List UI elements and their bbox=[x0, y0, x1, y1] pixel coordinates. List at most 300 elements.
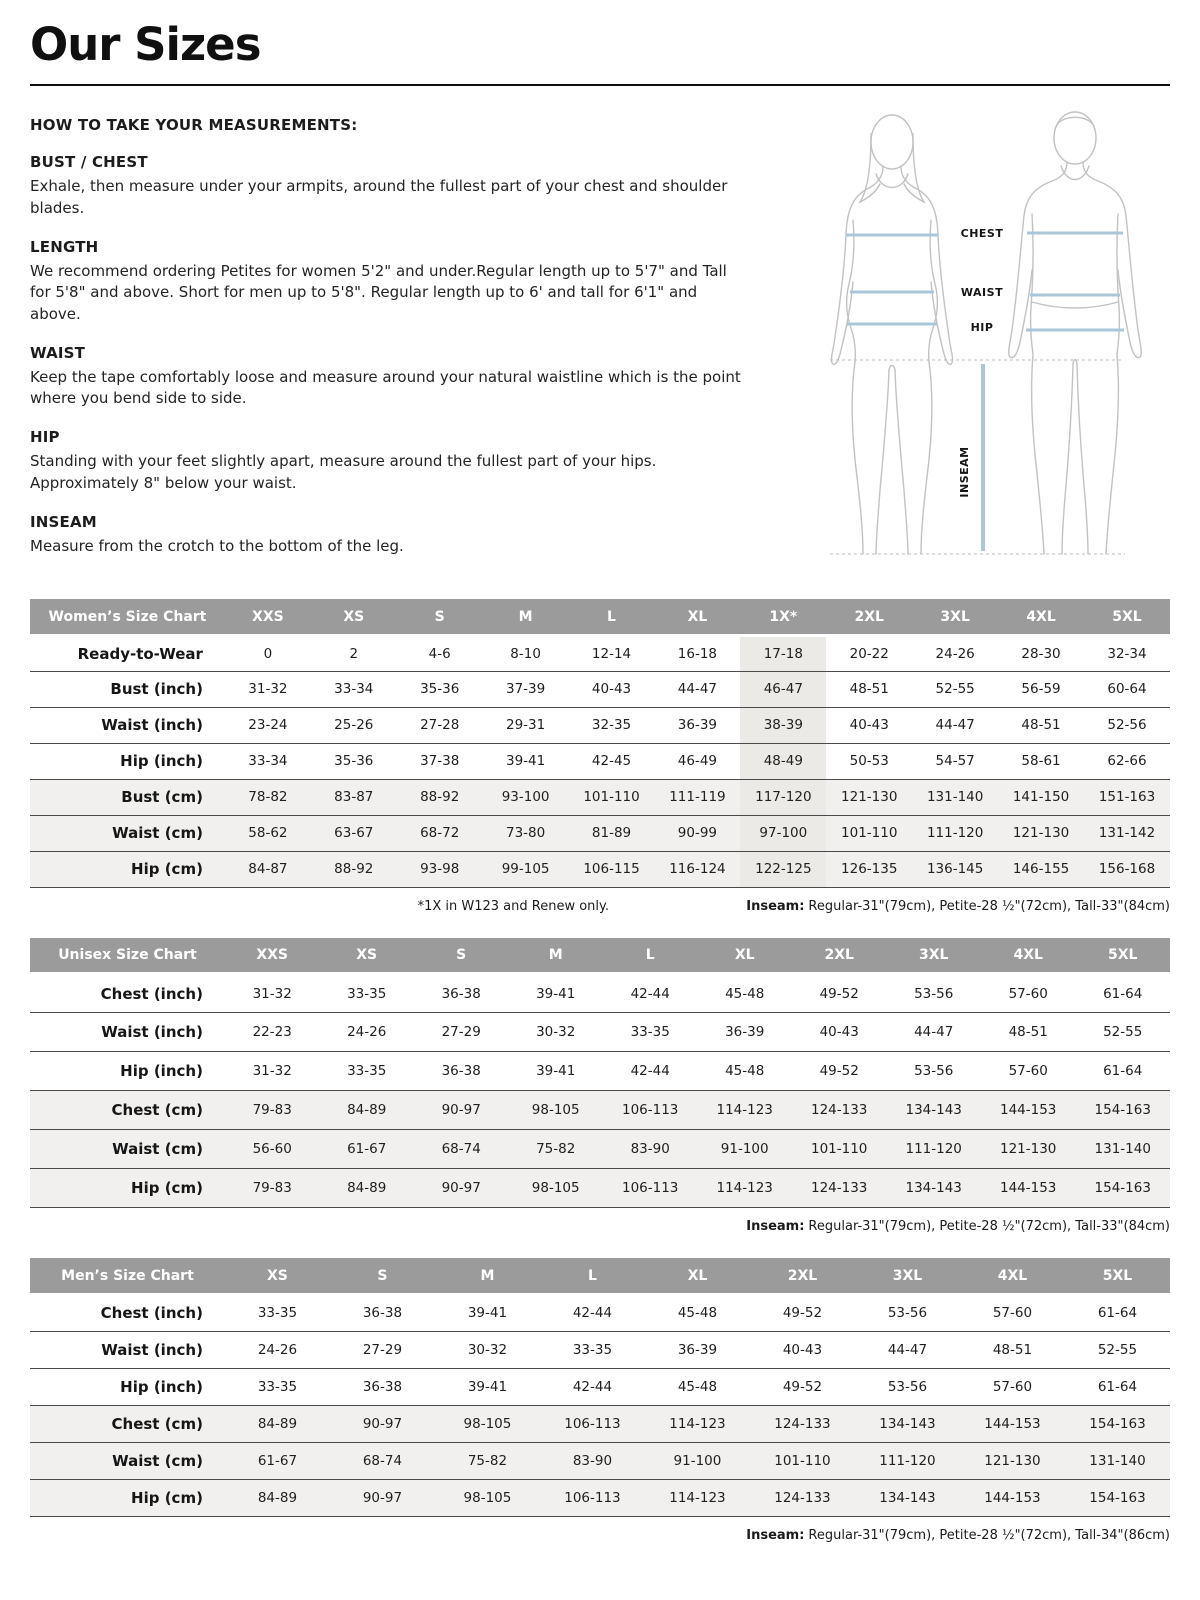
size-cell: 73-80 bbox=[505, 825, 546, 842]
size-cell: 84-87 bbox=[248, 861, 288, 878]
section-hip bbox=[30, 428, 750, 494]
size-cell: 45-48 bbox=[677, 1305, 718, 1322]
size-cell: 101-110 bbox=[774, 1452, 831, 1469]
size-cell: 156-168 bbox=[1098, 861, 1156, 878]
size-cell: 53-56 bbox=[914, 985, 954, 1002]
size-cell: 33-34 bbox=[248, 753, 288, 770]
size-cell: 33-35 bbox=[630, 1024, 670, 1041]
size-cell: 32-35 bbox=[591, 717, 632, 734]
size-cell: 57-60 bbox=[992, 1305, 1033, 1322]
male-figure-outline bbox=[1009, 112, 1142, 554]
size-cell: 49-52 bbox=[819, 985, 859, 1002]
table-header-row bbox=[30, 938, 1170, 974]
size-cell: 121-130 bbox=[999, 1141, 1057, 1158]
size-cell: 58-62 bbox=[248, 825, 288, 842]
size-cell: 12-14 bbox=[591, 645, 632, 662]
size-cell: 56-59 bbox=[1021, 681, 1061, 698]
column-header: 3XL bbox=[886, 938, 981, 974]
size-cell: 4-6 bbox=[428, 645, 451, 662]
size-cell: 37-39 bbox=[505, 681, 546, 698]
row-label: Bust (cm) bbox=[121, 788, 203, 807]
inseam-footnote-text: Regular-31"(79cm), Petite-28 ½"(72cm), Tall-34"(86cm) bbox=[808, 1527, 1170, 1543]
section-heading: HIP bbox=[30, 428, 60, 447]
size-cell: 84-89 bbox=[347, 1102, 387, 1119]
size-cell: 134-143 bbox=[879, 1489, 936, 1506]
size-cell: 88-92 bbox=[420, 789, 460, 806]
size-cell: 36-38 bbox=[441, 1063, 481, 1080]
size-cell: 27-28 bbox=[420, 717, 460, 734]
table-header-row bbox=[30, 599, 1170, 635]
size-cell: 131-142 bbox=[1098, 825, 1156, 842]
size-cell: 98-105 bbox=[463, 1489, 512, 1506]
size-cell: 48-51 bbox=[1021, 717, 1061, 734]
table-row bbox=[30, 1442, 1170, 1479]
size-cell: 116-124 bbox=[669, 861, 726, 878]
size-cell: 53-56 bbox=[914, 1063, 954, 1080]
size-cell: 93-100 bbox=[501, 789, 550, 806]
size-cell: 90-97 bbox=[362, 1489, 403, 1506]
section-heading: INSEAM bbox=[30, 513, 97, 532]
column-header: M bbox=[435, 1258, 540, 1294]
size-cell: 48-51 bbox=[849, 681, 889, 698]
column-header: 2XL bbox=[792, 938, 887, 974]
size-cell: 99-105 bbox=[501, 861, 550, 878]
size-cell: 79-83 bbox=[252, 1102, 292, 1119]
size-cell: 46-49 bbox=[677, 753, 718, 770]
size-cell: 52-55 bbox=[1103, 1024, 1143, 1041]
size-cell: 111-119 bbox=[669, 789, 726, 806]
chest-label: CHEST bbox=[960, 227, 1004, 241]
size-cell: 98-105 bbox=[463, 1415, 512, 1432]
size-cell: 36-39 bbox=[725, 1024, 765, 1041]
table-row bbox=[30, 707, 1170, 743]
size-cell: 61-64 bbox=[1097, 1378, 1138, 1395]
row-label: Chest (cm) bbox=[111, 1101, 203, 1120]
size-cell: 30-32 bbox=[467, 1341, 508, 1358]
size-cell: 40-43 bbox=[591, 681, 632, 698]
size-cell: 39-41 bbox=[536, 985, 576, 1002]
measurement-instructions bbox=[30, 96, 750, 557]
mens-size-table bbox=[30, 1258, 1170, 1517]
size-cell: 62-66 bbox=[1107, 753, 1147, 770]
size-cell: 68-74 bbox=[441, 1141, 481, 1158]
column-header: 1X* bbox=[740, 599, 826, 635]
size-cell: 37-38 bbox=[420, 753, 460, 770]
column-header: XL bbox=[697, 938, 792, 974]
section-bust-chest bbox=[30, 153, 750, 219]
row-label: Hip (cm) bbox=[131, 860, 203, 879]
row-label: Waist (cm) bbox=[112, 1451, 203, 1470]
size-cell: 93-98 bbox=[420, 861, 460, 878]
row-label: Bust (inch) bbox=[110, 680, 203, 699]
size-cell: 40-43 bbox=[819, 1024, 859, 1041]
size-cell: 36-38 bbox=[362, 1305, 403, 1322]
one-x-footnote: *1X in W123 and Renew only. bbox=[417, 898, 610, 914]
size-cell: 33-35 bbox=[347, 985, 387, 1002]
size-cell: 111-120 bbox=[926, 825, 984, 842]
size-cell: 40-43 bbox=[782, 1341, 823, 1358]
size-cell: 28-30 bbox=[1021, 645, 1061, 662]
table-row bbox=[30, 1130, 1170, 1169]
size-cell: 42-44 bbox=[630, 1063, 670, 1080]
column-header: L bbox=[603, 938, 698, 974]
table-row bbox=[30, 1368, 1170, 1405]
waist-label: WAIST bbox=[960, 286, 1004, 300]
size-cell: 88-92 bbox=[334, 861, 374, 878]
size-cell: 27-29 bbox=[362, 1341, 403, 1358]
size-cell: 35-36 bbox=[420, 681, 460, 698]
column-header: 4XL bbox=[960, 1258, 1065, 1294]
column-header: XS bbox=[319, 938, 414, 974]
size-chart-table bbox=[30, 599, 1170, 888]
size-chart-table bbox=[30, 938, 1170, 1209]
size-cell: 124-133 bbox=[810, 1180, 868, 1197]
size-cell: 117-120 bbox=[740, 779, 826, 815]
table-row bbox=[30, 1331, 1170, 1368]
size-cell: 22-23 bbox=[252, 1024, 292, 1041]
size-cell: 75-82 bbox=[467, 1452, 508, 1469]
size-cell: 31-32 bbox=[252, 1063, 292, 1080]
size-cell: 90-97 bbox=[362, 1415, 403, 1432]
size-cell: 84-89 bbox=[347, 1180, 387, 1197]
size-cell: 114-123 bbox=[716, 1102, 773, 1119]
size-cell: 33-35 bbox=[572, 1341, 613, 1358]
column-header: 2XL bbox=[826, 599, 912, 635]
size-cell: 144-153 bbox=[984, 1489, 1041, 1506]
table-row bbox=[30, 635, 1170, 671]
size-cell: 146-155 bbox=[1012, 861, 1070, 878]
size-cell: 29-31 bbox=[505, 717, 546, 734]
table-row bbox=[30, 743, 1170, 779]
column-header: 5XL bbox=[1075, 938, 1170, 974]
row-label: Hip (cm) bbox=[131, 1488, 203, 1507]
size-cell: 111-120 bbox=[879, 1452, 936, 1469]
row-label: Waist (inch) bbox=[101, 1340, 203, 1359]
column-header: M bbox=[483, 599, 569, 635]
size-cell: 134-143 bbox=[879, 1415, 936, 1432]
size-cell: 33-34 bbox=[334, 681, 374, 698]
column-header: 2XL bbox=[750, 1258, 855, 1294]
size-cell: 63-67 bbox=[334, 825, 374, 842]
size-cell: 124-133 bbox=[810, 1102, 868, 1119]
size-cell: 45-48 bbox=[725, 985, 765, 1002]
column-header: S bbox=[414, 938, 509, 974]
size-cell: 121-130 bbox=[841, 789, 898, 806]
size-cell: 91-100 bbox=[673, 1452, 722, 1469]
size-cell: 20-22 bbox=[849, 645, 889, 662]
size-cell: 46-47 bbox=[740, 671, 826, 707]
size-cell: 79-83 bbox=[252, 1180, 292, 1197]
size-cell: 49-52 bbox=[782, 1378, 823, 1395]
womens-size-table bbox=[30, 599, 1170, 888]
size-cell: 121-130 bbox=[984, 1452, 1041, 1469]
table-row bbox=[30, 974, 1170, 1013]
diagram-labels bbox=[958, 227, 1003, 498]
column-header: XL bbox=[645, 1258, 750, 1294]
size-cell: 121-130 bbox=[1012, 825, 1070, 842]
size-cell: 106-115 bbox=[583, 861, 640, 878]
size-cell: 101-110 bbox=[583, 789, 640, 806]
measurement-diagram bbox=[790, 102, 1170, 571]
size-cell: 97-100 bbox=[740, 815, 826, 851]
size-cell: 111-120 bbox=[905, 1141, 962, 1158]
size-cell: 131-140 bbox=[926, 789, 984, 806]
size-cell: 57-60 bbox=[992, 1378, 1033, 1395]
section-length bbox=[30, 238, 750, 325]
size-cell: 124-133 bbox=[774, 1415, 831, 1432]
inseam-footnote bbox=[746, 899, 1170, 914]
size-cell: 101-110 bbox=[841, 825, 898, 842]
size-cell: 101-110 bbox=[810, 1141, 868, 1158]
table-row bbox=[30, 1479, 1170, 1516]
size-cell: 49-52 bbox=[819, 1063, 859, 1080]
size-cell: 24-26 bbox=[935, 645, 975, 662]
size-cell: 44-47 bbox=[914, 1024, 954, 1041]
section-body: Exhale, then measure under your armpits, around the fullest part of your chest and shoulder blades. bbox=[30, 177, 728, 217]
section-body: Standing with your feet slightly apart, measure around the fullest part of your hips. Approximately 8" below your waist. bbox=[30, 452, 657, 492]
section-heading: LENGTH bbox=[30, 237, 99, 256]
size-cell: 48-51 bbox=[992, 1341, 1033, 1358]
row-label: Hip (inch) bbox=[120, 1062, 203, 1081]
size-cell: 35-36 bbox=[334, 753, 374, 770]
size-cell: 141-150 bbox=[1012, 789, 1070, 806]
female-figure-outline bbox=[831, 115, 952, 554]
table-row bbox=[30, 1091, 1170, 1130]
row-label: Waist (cm) bbox=[112, 1140, 203, 1159]
mens-table-footnotes bbox=[30, 1528, 1170, 1543]
size-cell: 57-60 bbox=[1008, 1063, 1048, 1080]
size-cell: 39-41 bbox=[467, 1305, 508, 1322]
table-title: Women’s Size Chart bbox=[30, 599, 225, 635]
row-label: Chest (inch) bbox=[100, 984, 203, 1003]
size-cell: 44-47 bbox=[887, 1341, 928, 1358]
row-label: Chest (cm) bbox=[111, 1414, 203, 1433]
size-cell: 49-52 bbox=[782, 1305, 823, 1322]
column-header: 3XL bbox=[855, 1258, 960, 1294]
row-label: Waist (cm) bbox=[112, 824, 203, 843]
size-chart-table bbox=[30, 1258, 1170, 1517]
size-cell: 61-64 bbox=[1103, 1063, 1143, 1080]
size-cell: 131-140 bbox=[1094, 1141, 1151, 1158]
size-cell: 52-56 bbox=[1107, 717, 1147, 734]
page-title: Our Sizes bbox=[30, 18, 261, 71]
column-header: L bbox=[540, 1258, 645, 1294]
size-cell: 136-145 bbox=[926, 861, 984, 878]
column-header: M bbox=[508, 938, 603, 974]
row-label: Chest (inch) bbox=[100, 1304, 203, 1323]
size-cell: 61-64 bbox=[1097, 1305, 1138, 1322]
row-label: Hip (cm) bbox=[131, 1179, 203, 1198]
size-cell: 84-89 bbox=[257, 1415, 298, 1432]
size-cell: 38-39 bbox=[740, 707, 826, 743]
column-header: S bbox=[397, 599, 483, 635]
size-cell: 124-133 bbox=[774, 1489, 831, 1506]
size-cell: 24-26 bbox=[347, 1024, 387, 1041]
size-cell: 36-39 bbox=[677, 717, 718, 734]
column-header: 3XL bbox=[912, 599, 998, 635]
size-cell: 25-26 bbox=[334, 717, 374, 734]
size-cell: 61-67 bbox=[257, 1452, 298, 1469]
size-cell: 50-53 bbox=[849, 753, 889, 770]
size-cell: 83-87 bbox=[334, 789, 374, 806]
size-cell: 44-47 bbox=[935, 717, 975, 734]
size-cell: 114-123 bbox=[669, 1489, 726, 1506]
table-row bbox=[30, 851, 1170, 887]
size-cell: 154-163 bbox=[1094, 1180, 1151, 1197]
column-header: 5XL bbox=[1065, 1258, 1170, 1294]
size-cell: 91-100 bbox=[720, 1141, 769, 1158]
size-cell: 68-74 bbox=[362, 1452, 403, 1469]
table-row bbox=[30, 815, 1170, 851]
section-heading: WAIST bbox=[30, 343, 86, 362]
size-cell: 53-56 bbox=[887, 1378, 928, 1395]
inseam-footnote-label: Inseam: bbox=[746, 1219, 805, 1235]
size-cell: 98-105 bbox=[531, 1180, 580, 1197]
size-cell: 154-163 bbox=[1094, 1102, 1151, 1119]
size-cell: 24-26 bbox=[257, 1341, 298, 1358]
size-cell: 57-60 bbox=[1008, 985, 1048, 1002]
column-header: 4XL bbox=[998, 599, 1084, 635]
column-header: 5XL bbox=[1084, 599, 1170, 635]
size-cell: 61-64 bbox=[1103, 985, 1143, 1002]
womens-table-footnotes bbox=[30, 899, 1170, 914]
size-tables bbox=[30, 599, 1170, 1543]
inseam-footnote-text: Regular-31"(79cm), Petite-28 ½"(72cm), Tall-33"(84cm) bbox=[808, 1219, 1170, 1235]
size-cell: 134-143 bbox=[905, 1180, 962, 1197]
size-cell: 83-90 bbox=[572, 1452, 613, 1469]
size-cell: 126-135 bbox=[841, 861, 898, 878]
column-header: XXS bbox=[225, 599, 311, 635]
inseam-footnote bbox=[746, 1219, 1170, 1234]
inseam-footnote-text: Regular-31"(79cm), Petite-28 ½"(72cm), Tall-33"(84cm) bbox=[808, 898, 1170, 914]
size-cell: 30-32 bbox=[536, 1024, 576, 1041]
size-cell: 75-82 bbox=[536, 1141, 576, 1158]
size-cell: 39-41 bbox=[467, 1378, 508, 1395]
size-cell: 17-18 bbox=[740, 635, 826, 671]
section-body: Keep the tape comfortably loose and measure around your natural waistline which is the point where you bend side to side. bbox=[30, 367, 741, 408]
inseam-footnote bbox=[746, 1528, 1170, 1543]
column-header: XS bbox=[311, 599, 397, 635]
size-cell: 0 bbox=[263, 645, 273, 662]
column-header: 4XL bbox=[981, 938, 1076, 974]
size-cell: 144-153 bbox=[999, 1102, 1057, 1119]
size-cell: 81-89 bbox=[591, 825, 632, 842]
size-cell: 31-32 bbox=[252, 985, 292, 1002]
size-cell: 106-113 bbox=[564, 1415, 621, 1432]
size-cell: 106-113 bbox=[621, 1102, 679, 1119]
body-measurement-figure bbox=[790, 102, 1170, 567]
size-cell: 2 bbox=[349, 645, 359, 662]
size-cell: 33-35 bbox=[347, 1063, 387, 1080]
size-cell: 33-35 bbox=[257, 1305, 298, 1322]
size-cell: 48-51 bbox=[1008, 1024, 1048, 1041]
size-cell: 60-64 bbox=[1107, 681, 1147, 698]
size-cell: 52-55 bbox=[935, 681, 975, 698]
size-cell: 40-43 bbox=[849, 717, 889, 734]
section-inseam bbox=[30, 513, 750, 557]
size-cell: 39-41 bbox=[536, 1063, 576, 1080]
size-cell: 154-163 bbox=[1089, 1489, 1146, 1506]
row-label: Ready-to-Wear bbox=[77, 644, 203, 663]
size-cell: 45-48 bbox=[677, 1378, 718, 1395]
intro-row bbox=[30, 96, 1170, 571]
size-cell: 48-49 bbox=[740, 743, 826, 779]
measurement-lines bbox=[830, 233, 1125, 554]
size-cell: 36-38 bbox=[441, 985, 481, 1002]
column-header: XXS bbox=[225, 938, 320, 974]
size-cell: 98-105 bbox=[531, 1102, 580, 1119]
table-header-row bbox=[30, 1258, 1170, 1294]
inseam-label: INSEAM bbox=[958, 446, 971, 498]
size-cell: 58-61 bbox=[1021, 753, 1061, 770]
size-cell: 106-113 bbox=[564, 1489, 621, 1506]
table-row bbox=[30, 1294, 1170, 1331]
size-cell: 45-48 bbox=[725, 1063, 765, 1080]
row-label: Waist (inch) bbox=[101, 716, 203, 735]
size-cell: 144-153 bbox=[984, 1415, 1041, 1432]
size-cell: 90-99 bbox=[677, 825, 718, 842]
section-body: We recommend ordering Petites for women 5'2" and under.Regular length up to 5'7" and Tall for 5'8" and above. Short for men up to 5'8". Regular length up to 6' and tall for 6'1" and above. bbox=[30, 261, 727, 323]
table-row bbox=[30, 1169, 1170, 1208]
unisex-table-footnotes bbox=[30, 1219, 1170, 1234]
table-row bbox=[30, 1405, 1170, 1442]
table-title: Unisex Size Chart bbox=[30, 938, 225, 974]
size-cell: 36-38 bbox=[362, 1378, 403, 1395]
how-to-heading: HOW TO TAKE YOUR MEASUREMENTS: bbox=[30, 116, 358, 135]
title-divider bbox=[30, 84, 1170, 86]
size-cell: 16-18 bbox=[677, 645, 718, 662]
section-heading: BUST / CHEST bbox=[30, 153, 148, 172]
table-row bbox=[30, 779, 1170, 815]
size-cell: 52-55 bbox=[1097, 1341, 1138, 1358]
section-waist bbox=[30, 344, 750, 410]
table-title: Men’s Size Chart bbox=[30, 1258, 225, 1294]
size-cell: 61-67 bbox=[347, 1141, 387, 1158]
size-cell: 42-44 bbox=[630, 985, 670, 1002]
size-cell: 122-125 bbox=[740, 851, 826, 887]
size-cell: 33-35 bbox=[257, 1378, 298, 1395]
table-row bbox=[30, 671, 1170, 707]
size-cell: 134-143 bbox=[905, 1102, 962, 1119]
column-header: S bbox=[330, 1258, 435, 1294]
section-body: Measure from the crotch to the bottom of the leg. bbox=[30, 537, 404, 556]
row-label: Waist (inch) bbox=[101, 1023, 203, 1042]
size-cell: 83-90 bbox=[630, 1141, 670, 1158]
size-cell: 144-153 bbox=[999, 1180, 1057, 1197]
row-label: Hip (inch) bbox=[120, 752, 203, 771]
size-cell: 53-56 bbox=[887, 1305, 928, 1322]
column-header: XL bbox=[654, 599, 740, 635]
inseam-footnote-label: Inseam: bbox=[746, 898, 805, 914]
size-cell: 36-39 bbox=[677, 1341, 718, 1358]
size-cell: 131-140 bbox=[1089, 1452, 1146, 1469]
size-cell: 84-89 bbox=[257, 1489, 298, 1506]
size-cell: 32-34 bbox=[1107, 645, 1147, 662]
table-row bbox=[30, 1013, 1170, 1052]
size-cell: 106-113 bbox=[621, 1180, 679, 1197]
size-cell: 151-163 bbox=[1098, 789, 1156, 806]
size-cell: 56-60 bbox=[252, 1141, 292, 1158]
size-cell: 42-45 bbox=[591, 753, 632, 770]
size-cell: 114-123 bbox=[716, 1180, 773, 1197]
hip-label: HIP bbox=[970, 321, 994, 335]
size-cell: 42-44 bbox=[572, 1305, 613, 1322]
unisex-size-table bbox=[30, 938, 1170, 1209]
size-cell: 42-44 bbox=[572, 1378, 613, 1395]
size-cell: 90-97 bbox=[441, 1102, 481, 1119]
size-cell: 154-163 bbox=[1089, 1415, 1146, 1432]
table-row bbox=[30, 1052, 1170, 1091]
